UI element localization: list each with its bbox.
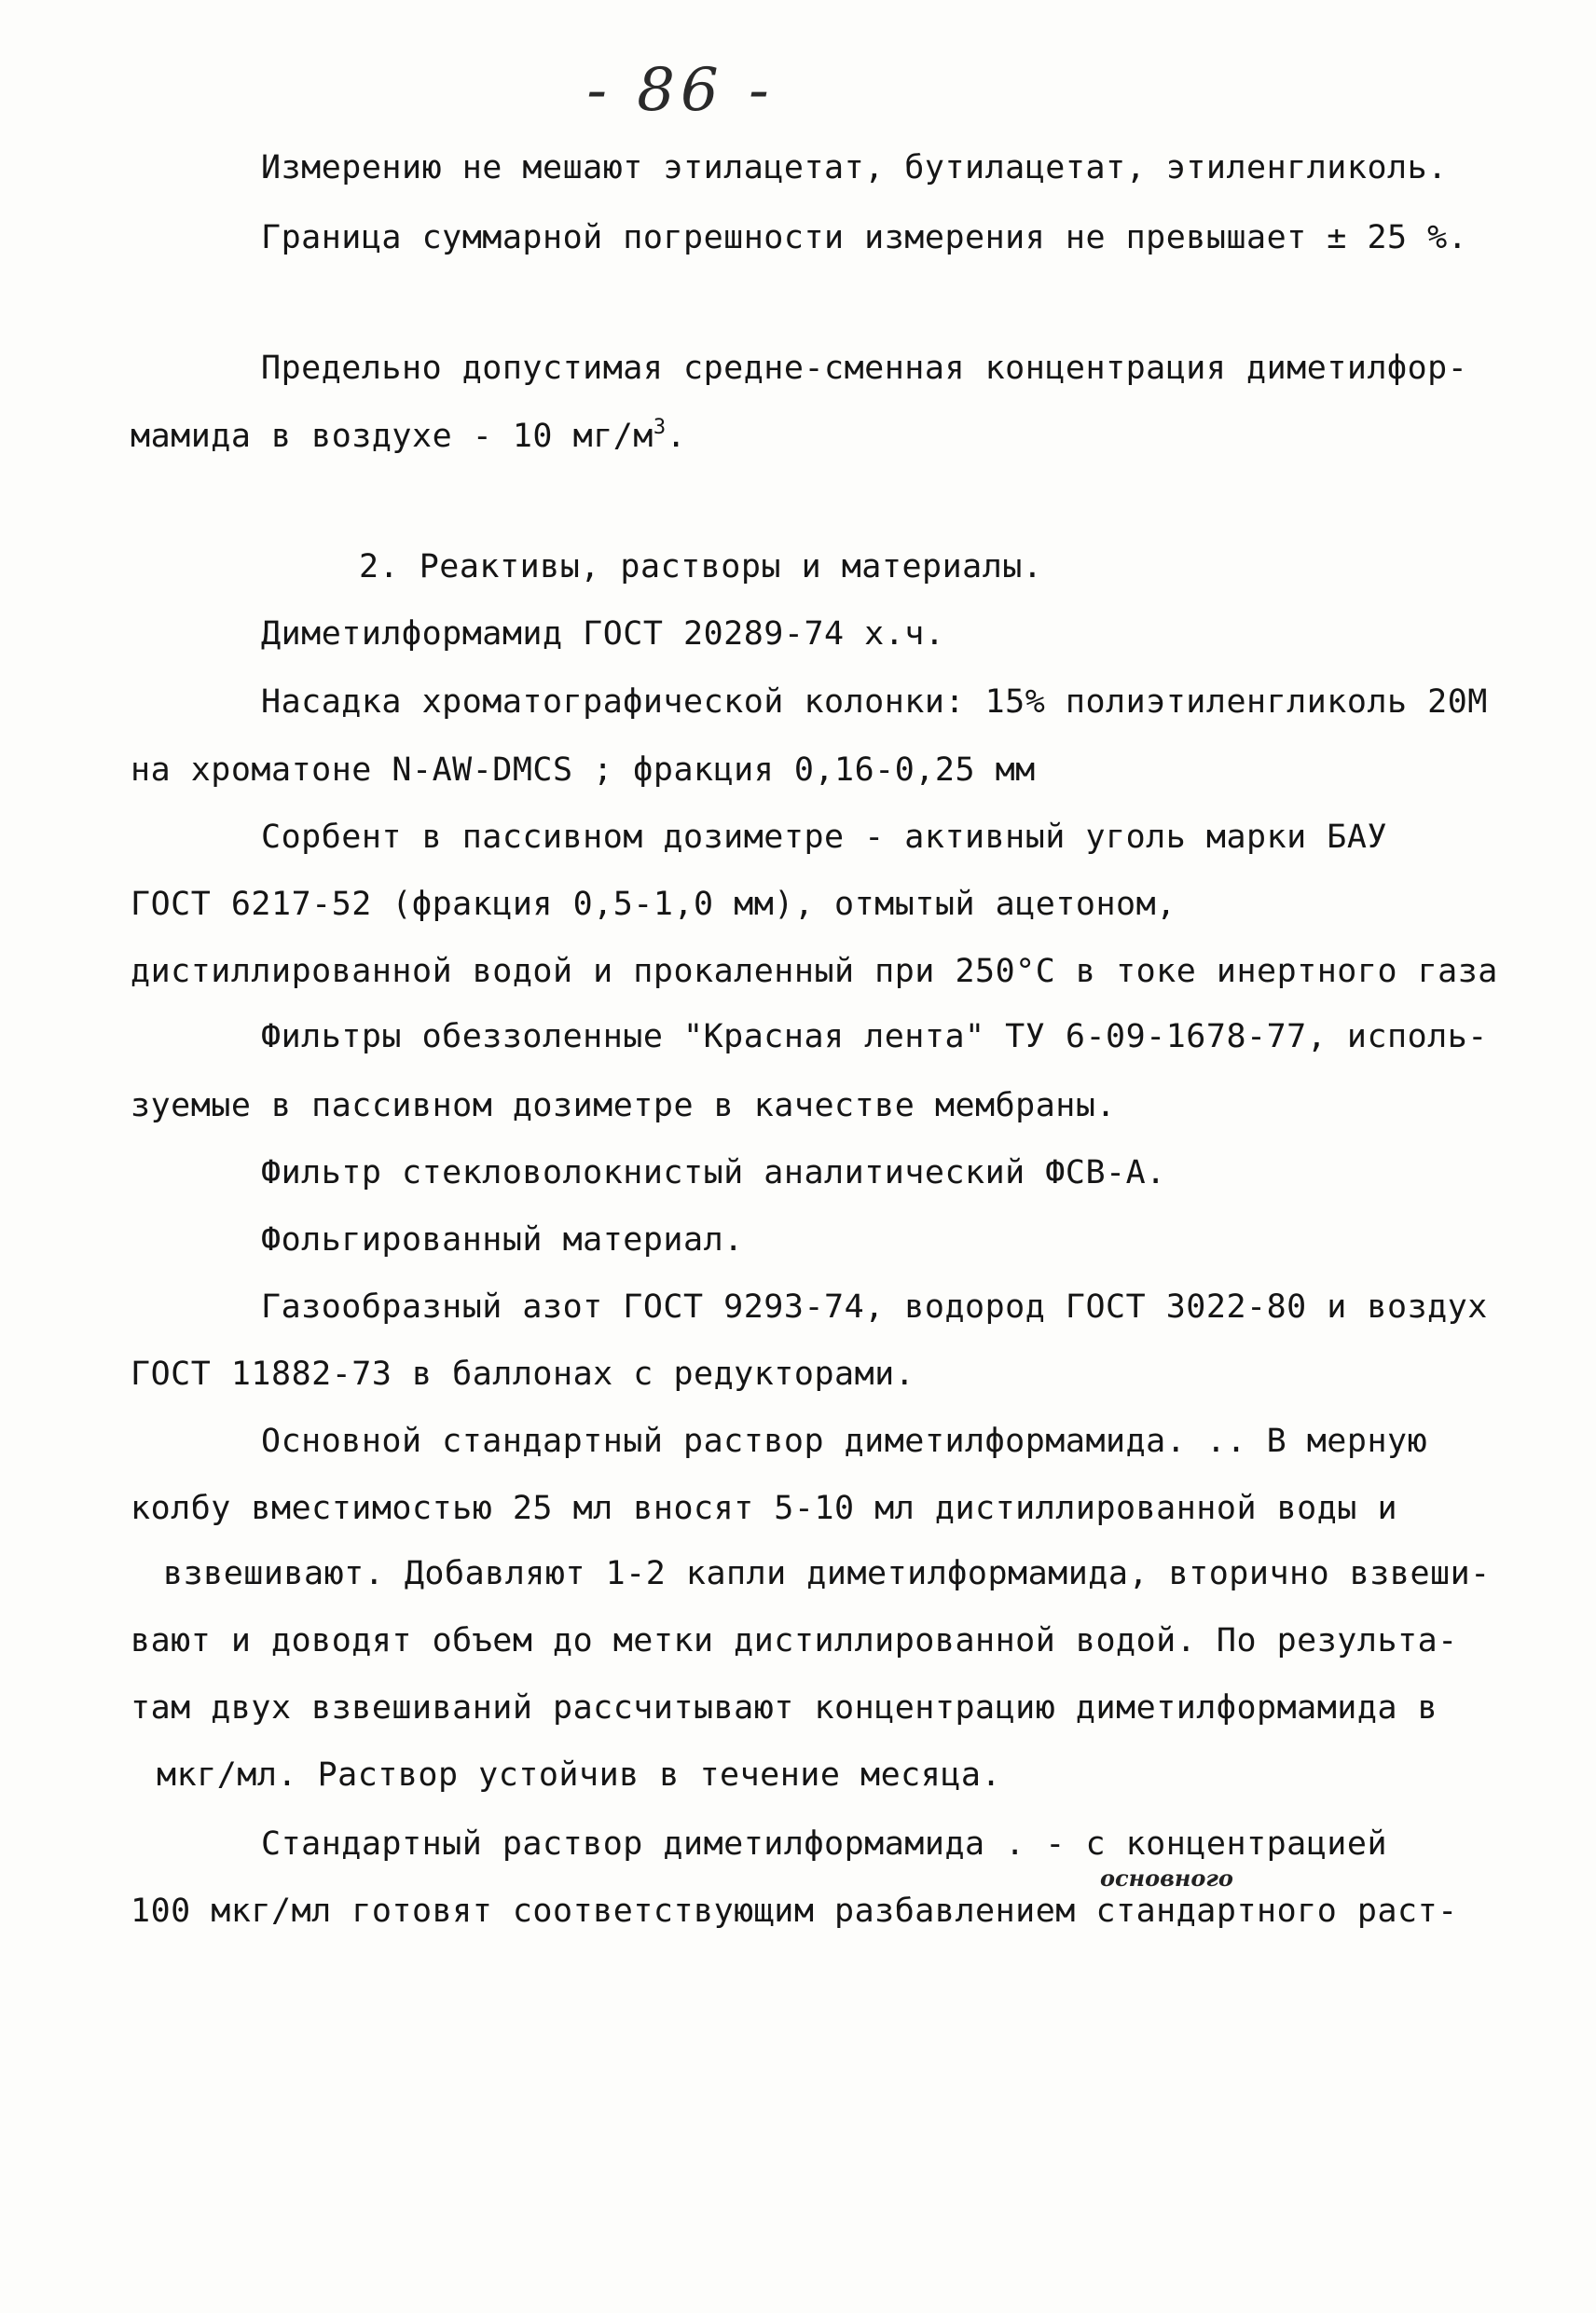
text-line: ГОСТ 11882-73 в баллонах с редукторами. (131, 1356, 915, 1393)
text-line: Предельно допустимая средне-сменная концентрация диметилфор- (261, 350, 1468, 387)
text-line: зуемые в пассивном дозиметре в качестве мембраны. (131, 1087, 1117, 1124)
text-line: колбу вместимостью 25 мл вносят 5-10 мл дистиллированной воды и (131, 1490, 1398, 1527)
text-line: Фильтры обеззоленные "Красная лента" ТУ 6-09-1678-77, исполь- (261, 1018, 1488, 1055)
text-line: ГОСТ 6217-52 (фракция 0,5-1,0 мм), отмытый ацетоном, (131, 886, 1176, 923)
text-line: взвешивают. Добавляют 1-2 капли диметилформамида, вторично взвеши- (163, 1555, 1491, 1592)
text-line: Газообразный азот ГОСТ 9293-74, водород ГОСТ 3022-80 и воздух (261, 1288, 1488, 1326)
text-line (131, 418, 686, 455)
superscript: 3 (653, 416, 667, 439)
text-line: Измерению не мешают этилацетат, бутилацетат, этиленгликоль. (261, 149, 1448, 186)
text-line: там двух взвешиваний рассчитывают концентрацию диметилформамида в (131, 1689, 1438, 1727)
text-line: Граница суммарной погрешности измерения не превышает ± 25 %. (261, 219, 1468, 256)
text-line: Фольгированный материал. (261, 1221, 744, 1259)
page-number: - 86 - (586, 56, 775, 125)
section-heading: 2. Реактивы, растворы и материалы. (359, 548, 1043, 585)
text-line: Основной стандартный раствор диметилформамида. .. В мерную (261, 1423, 1428, 1460)
text-line: 100 мкг/мл готовят соответствующим разбавлением стандартного раст- (131, 1893, 1458, 1930)
text-line: Фильтр стекловолокнистый аналитический ФСВ-А. (261, 1154, 1166, 1191)
text-line: вают и доводят объем до метки дистиллированной водой. По результа- (131, 1622, 1458, 1659)
text-fragment: мамида в воздухе - 10 мг/м (131, 418, 654, 455)
text-fragment: . (666, 418, 687, 455)
text-line: Стандартный раствор диметилформамида . - с концентрацией (261, 1825, 1388, 1863)
handwritten-insert: основного (1100, 1865, 1233, 1892)
text-line: Сорбент в пассивном дозиметре - активный уголь марки БАУ (261, 819, 1388, 856)
text-line: Диметилформамид ГОСТ 20289-74 х.ч. (261, 615, 945, 653)
text-line: мкг/мл. Раствор устойчив в течение месяца. (157, 1756, 1002, 1794)
text-line: на хроматоне N-AW-DMCS ; фракция 0,16-0,25 мм (131, 751, 1036, 789)
text-line: Насадка хроматографической колонки: 15% полиэтиленгликоль 20М (261, 683, 1488, 721)
text-line: дистиллированной водой и прокаленный при 250°С в токе инертного газа (131, 953, 1498, 990)
